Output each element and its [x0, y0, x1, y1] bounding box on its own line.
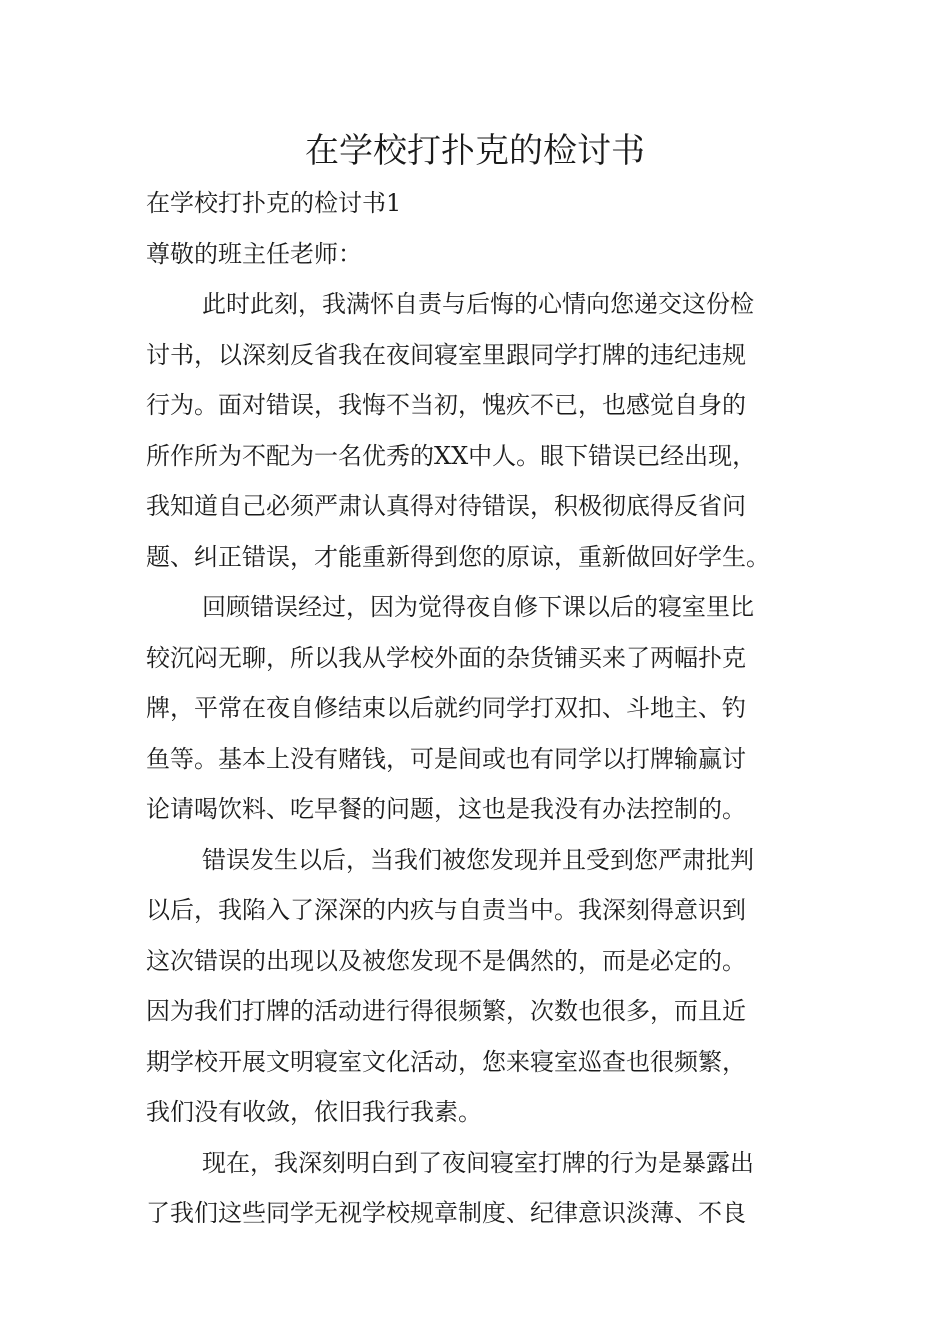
text-line: 了我们这些同学无视学校规章制度、纪律意识淡薄、不良: [146, 1199, 746, 1227]
text-line: 此时此刻，我满怀自责与后悔的心情向您递交这份检: [202, 290, 754, 318]
text-line: 回顾错误经过，因为觉得夜自修下课以后的寝室里比: [202, 593, 754, 621]
document-body: [146, 178, 816, 1239]
text-line: 以后，我陷入了深深的内疚与自责当中。我深刻得意识到: [146, 896, 746, 924]
text-line: 在学校打扑克的检讨书1: [146, 189, 402, 217]
text-line: 鱼等。基本上没有赌钱，可是间或也有同学以打牌输赢讨: [146, 744, 746, 773]
text-line: 我们没有收敛，依旧我行我素。: [146, 1098, 482, 1126]
text-line: 较沉闷无聊，所以我从学校外面的杂货铺买来了两幅扑克: [146, 643, 746, 672]
text-line: 我知道自己必须严肃认真得对待错误，积极彻底得反省问: [146, 492, 746, 520]
text-line: 尊敬的班主任老师：: [146, 239, 362, 268]
text-line: 牌，平常在夜自修结束以后就约同学打双扣、斗地主、钓: [146, 694, 746, 722]
text-line: 题、纠正错误，才能重新得到您的原谅，重新做回好学生。: [146, 542, 770, 571]
text-line: 行为。面对错误，我悔不当初，愧疚不已，也感觉自身的: [146, 391, 746, 419]
text-line: 期学校开展文明寝室文化活动，您来寝室巡查也很频繁，: [146, 1047, 746, 1076]
text-line: 现在，我深刻明白到了夜间寝室打牌的行为是暴露出: [202, 1148, 754, 1177]
text-line: 讨书，以深刻反省我在夜间寝室里跟同学打牌的违纪违规: [146, 340, 746, 369]
document-title: 在学校打扑克的检讨书: [305, 131, 645, 171]
text-line: 错误发生以后，当我们被您发现并且受到您严肃批判: [202, 845, 754, 874]
text-line: 这次错误的出现以及被您发现不是偶然的，而是必定的。: [146, 946, 746, 975]
text-line: 论请喝饮料、吃早餐的问题，这也是我没有办法控制的。: [146, 795, 746, 823]
text-line: 因为我们打牌的活动进行得很频繁，次数也很多，而且近: [146, 997, 746, 1025]
text-line: 所作所为不配为一名优秀的XX中人。眼下错误已经出现，: [146, 441, 757, 470]
